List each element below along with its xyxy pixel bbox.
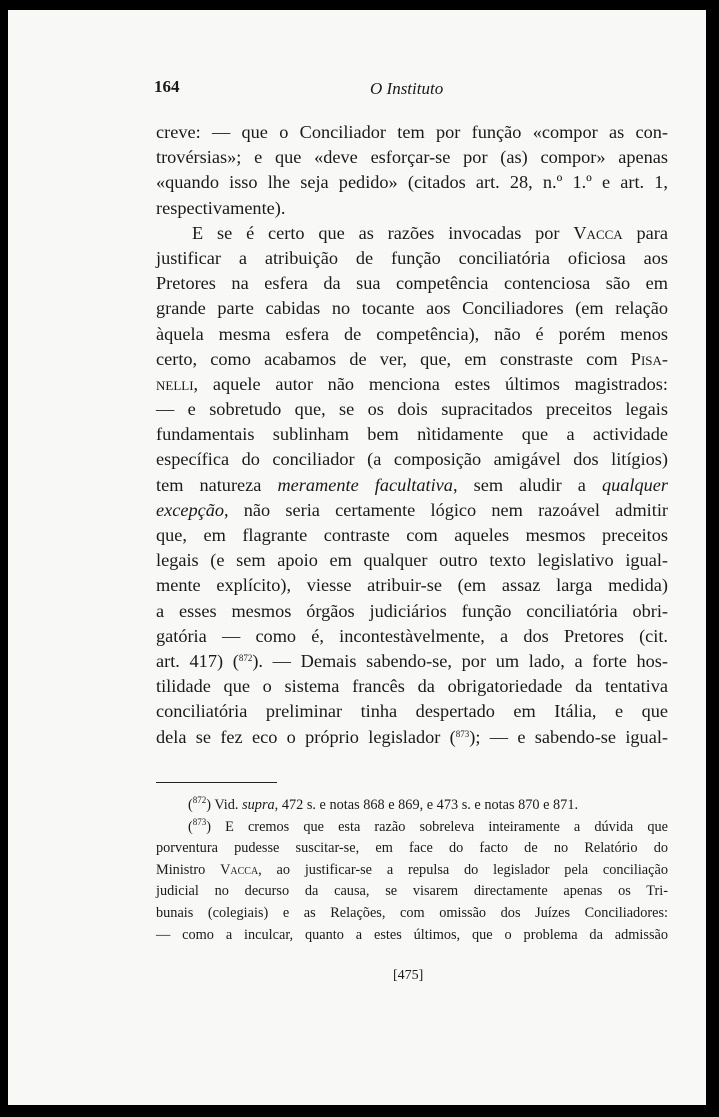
text-run: dela se fez eco o próprio legislador ( (156, 726, 456, 747)
footnotes (156, 795, 668, 946)
text-run: , ao justificar-se a repulsa do legislador pela conciliação (258, 861, 668, 878)
text-run: para (636, 222, 668, 243)
italic-phrase: excepção (156, 499, 224, 520)
body-line: — e sobretudo que, se os dois supracitados preceitos legais (156, 399, 668, 420)
body-line (156, 372, 668, 397)
italic-phrase: meramente facultativa (277, 474, 453, 495)
body-line: mente explícito), viesse atribuir-se (em assaz larga medida) (156, 575, 668, 596)
body-line (156, 649, 668, 674)
body-line (156, 498, 668, 523)
running-title: O Instituto (370, 79, 444, 98)
footnote-line: porventura pudesse suscitar-se, em face do facto de no Relatório do (156, 840, 668, 857)
body-line (156, 725, 668, 750)
body-line: trovérsias»; e que «deve esforçar-se por (as) compor» apenas (156, 147, 668, 168)
text-run: art. 417) ( (156, 650, 239, 671)
footnote-number-872: 872 (192, 795, 207, 805)
text-run: ( (188, 818, 193, 835)
author-name-pisanelli-cont: nelli, (156, 373, 199, 394)
footnote-separator (156, 782, 277, 783)
body-line: creve: — que o Conciliador tem por função «compor as con- (156, 122, 668, 142)
footnote-line: bunais (colegiais) e as Relações, com omissão dos Juízes Conciliadores: (156, 904, 668, 921)
text-run: certo, como acabamos de ver, que, em constraste com (156, 348, 618, 369)
body-line (156, 221, 668, 246)
body-line: àquela mesma esfera de competência), não é porém menos (156, 323, 668, 344)
footnote-line (156, 860, 668, 882)
text-run: , sem aludir a (452, 474, 586, 495)
body-text (156, 120, 668, 750)
text-run: Ministro (156, 861, 206, 878)
author-name-pisanelli: Pisa- (630, 348, 668, 369)
text-run: ( (188, 797, 193, 813)
footnote-ref-872[interactable]: 872 (238, 652, 253, 663)
footnote-873 (156, 817, 668, 839)
text-run: aquele autor não menciona estes últimos magistrados: (212, 373, 668, 394)
body-line: a esses mesmos órgãos judiciários função conciliatória obri- (156, 600, 668, 621)
body-line (156, 473, 668, 498)
body-line: fundamentais sublinham bem nìtidamente que a actividade (156, 424, 668, 445)
body-line: gatória — como é, incontestàvelmente, a dos Pretores (cit. (156, 625, 668, 646)
footnote-ref-873[interactable]: 873 (455, 728, 470, 739)
italic-phrase: supra (242, 797, 275, 813)
body-line: que, em flagrante contraste com aqueles mesmos preceitos (156, 525, 668, 545)
body-line: específica do conciliador (a composição amigável dos litígios) (156, 449, 668, 470)
page-number: 164 (154, 77, 180, 96)
text-run: , não seria certamente lógico nem razoável admitir (224, 499, 668, 520)
body-line: «quando isso lhe seja pedido» (citados art. 28, n.º 1.º e art. 1, (156, 172, 668, 193)
text-run: ). — Demais sabendo-se, por um lado, a forte hos- (252, 650, 668, 671)
author-name-vacca: Vacca (573, 222, 623, 243)
body-line: tilidade que o sistema francês da obrigatoriedade da tentativa (156, 676, 668, 697)
footnote-872 (156, 795, 668, 817)
text-run: tem natureza (156, 474, 262, 495)
text-run: E se é certo que as razões invocadas por (192, 222, 560, 243)
body-line: grande parte cabidas no tocante aos Conciliadores (em relação (156, 298, 668, 319)
text-run: , 472 s. e notas 868 e 869, e 473 s. e notas 870 e 871. (274, 797, 579, 813)
footnote-line: judicial no decurso da causa, se visarem directamente apenas os Tri- (156, 883, 668, 900)
body-line (156, 347, 668, 372)
archive-page-number: [475] (393, 968, 424, 983)
footnote-number-873: 873 (192, 816, 207, 827)
italic-phrase: qualquer (602, 474, 669, 495)
author-name-vacca: Vacca (220, 861, 259, 878)
body-line: justificar a atribuição de função conciliatória oficiosa aos (156, 247, 668, 268)
body-line: Pretores na esfera da sua competência contenciosa são em (156, 273, 668, 294)
body-line: respectivamente). (156, 197, 286, 218)
body-line: conciliatória preliminar tinha despertado em Itália, e que (156, 701, 668, 722)
text-run: ) E cremos que esta razão sobreleva inteiramente a dúvida que (206, 818, 668, 835)
footnote-line: — como a inculcar, quanto a estes últimos, que o problema da admissão (156, 926, 668, 943)
text-run: ) Vid. (206, 797, 239, 813)
text-run: ); — e sabendo-se igual- (469, 726, 668, 747)
body-line: legais (e sem apoio em qualquer outro texto legislativo igual- (156, 550, 668, 571)
